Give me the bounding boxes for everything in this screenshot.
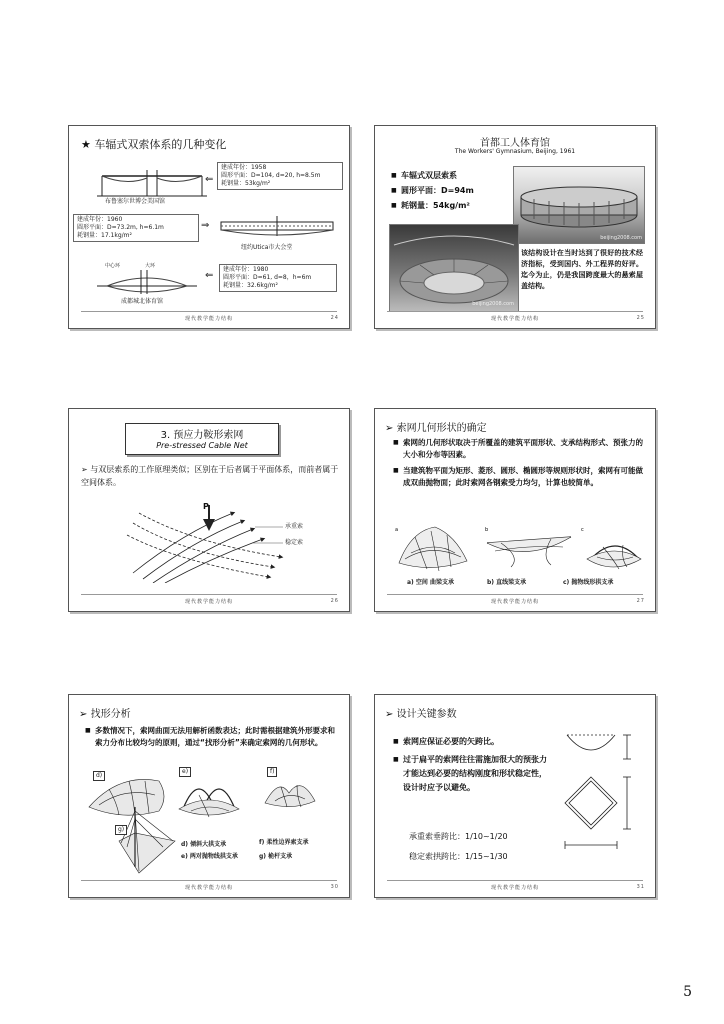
- caption-g: g) 桅杆支承: [259, 853, 293, 860]
- slide-footer: 现代教学能力结构 30: [184, 884, 339, 891]
- arrow-icon: ⇒: [201, 220, 210, 231]
- footer-divider: [387, 311, 643, 312]
- slide-title: ★ 车辐式双索体系的几种变化: [81, 138, 227, 151]
- arrow-bullet-icon: ➢: [385, 423, 394, 434]
- fig-tag-c: c: [581, 527, 584, 533]
- parameter-list: [393, 735, 551, 795]
- slide-page-number: 25: [636, 315, 645, 321]
- slide-30: [68, 694, 350, 898]
- utica-auditorium-diagram: [217, 214, 337, 244]
- list-item: ■ 过于扁平的索网往往需施加很大的预张力才能达到必要的结构刚度和形状稳定性，设计时应予以避免。: [393, 753, 551, 795]
- label-load-cable: 承重索: [285, 523, 304, 530]
- stadium-exterior-drawing: [514, 167, 644, 243]
- caption-c: 成都城北体育馆: [121, 298, 164, 305]
- slide-footer: 现代教学能力结构 26: [184, 598, 339, 605]
- figure-label-b: b) 直线梁支承: [487, 579, 527, 586]
- slide-subtitle: The Workers' Gymnasium, Beijing, 1961: [454, 148, 576, 155]
- list-item: ■ 圆形平面：D=94m: [391, 183, 474, 198]
- figure-label-c: c) 抛物线形拱支承: [563, 579, 614, 586]
- fig-tag-b: b: [485, 527, 489, 533]
- load-cable-ratio: 承重索垂跨比：1/10~1/20: [409, 832, 508, 841]
- list-item: ■ 当建筑物平面为矩形、菱形、圆形、椭圆形等规则形状时，索网有可能做成双曲抛物面；此时索网各钢索受力均匀，计算也较简单。: [393, 465, 643, 489]
- slide-footer: 现代教学能力结构 27: [490, 598, 645, 605]
- info-box-c: 建成年份：1980 圆形平面：D=61, d=8，h=6m 耗钢量：32.6kg/m²: [219, 264, 337, 292]
- footer-divider: [387, 880, 643, 881]
- list-item: ■ 车辐式双层索系: [391, 168, 474, 183]
- caption-e: e) 两对抛物线拱支承: [181, 853, 238, 860]
- slide-title: ➢ 找形分析: [79, 709, 131, 720]
- slide-footer: 现代教学能力结构 24: [184, 315, 339, 322]
- fig-tag-g: g): [115, 825, 127, 835]
- chengdu-gym-diagram: [97, 266, 197, 300]
- star-icon: ★: [81, 138, 91, 151]
- structure-description: 该结构设计在当时达到了很好的技术经济指标，受到国内、外工程界的好评。迄今为止，仍是我国跨度最大的悬索屋盖结构。: [521, 249, 643, 290]
- label-outer-ring: 大环: [145, 263, 156, 269]
- slide-page-number: 31: [636, 884, 645, 890]
- arrow-icon: ⇐: [205, 270, 214, 281]
- slide-footer: 现代教学能力结构 31: [490, 884, 645, 891]
- support-types-figure: [391, 523, 643, 577]
- title-box: [125, 423, 279, 455]
- gymnasium-exterior-photo: [513, 166, 645, 244]
- slide-page-number: 27: [636, 598, 645, 604]
- photo-watermark: beijing2008.com: [600, 235, 642, 241]
- figure-label-a: a) 空间 曲梁支承: [407, 579, 454, 586]
- label-stabilizing-cable: 稳定索: [285, 539, 304, 546]
- method-list: [85, 725, 337, 749]
- footer-divider: [387, 594, 643, 595]
- caption-d: d) 倾斜大拱支承: [181, 841, 227, 848]
- footer-divider: [81, 880, 337, 881]
- slide-31: [374, 694, 656, 898]
- document-page-number: 5: [683, 984, 692, 1000]
- list-item: ■ 索网的几何形状取决于所覆盖的建筑平面形状、支承结构形式、预张力的大小和分布等因素。: [393, 437, 643, 461]
- feature-list: [391, 168, 474, 213]
- label-center-ring: 中心环: [105, 263, 121, 269]
- slide-subtitle: Pre-stressed Cable Net: [156, 441, 248, 450]
- saddle-cable-net-diagram: [113, 503, 313, 583]
- arrow-bullet-icon: ➢: [81, 465, 88, 474]
- rule-list: [393, 437, 643, 489]
- slide-title: ➢ 设计关键参数: [385, 709, 457, 720]
- fig-tag-a: a: [395, 527, 399, 533]
- footer-divider: [81, 311, 337, 312]
- list-item: ■ 多数情况下，索网曲面无法用解析函数表达；此时需根据建筑外形要求和索力分布比较均匀的原则，通过“找形分析”来确定索网的几何形状。: [85, 725, 337, 749]
- intro-text: ➢ 与双层索系的工作原理类似；区别在于后者属于平面体系，而前者属于空间体系。: [81, 465, 339, 487]
- slide-title: 首都工人体育馆: [480, 138, 550, 149]
- info-box-a: 建成年份：1958 圆形平面：D=104, d=20, h=8.5m 耗钢量：53kg/m²: [217, 162, 343, 190]
- gymnasium-interior-photo: [389, 224, 519, 312]
- fig-tag-f: f): [267, 767, 277, 777]
- slide-page-number: 26: [330, 598, 339, 604]
- caption-b: 纽约Utica市大会堂: [241, 244, 293, 251]
- list-item: ■ 索网应保证必要的矢跨比。: [393, 735, 551, 749]
- stadium-interior-drawing: [390, 225, 518, 311]
- slide-25: [374, 125, 656, 329]
- load-label-p: P: [203, 502, 209, 511]
- footer-divider: [81, 594, 337, 595]
- fig-tag-e: e): [179, 767, 191, 777]
- arrow-bullet-icon: ➢: [385, 709, 394, 720]
- slide-footer: 现代教学能力结构 25: [490, 315, 645, 322]
- slide-page-number: 30: [330, 884, 339, 890]
- list-item: ■ 耗钢量：54kg/m²: [391, 198, 474, 213]
- caption-a: 布鲁塞尔世博会美国馆: [105, 198, 166, 205]
- slide-title: 3. 预应力鞍形索网: [160, 430, 244, 441]
- slide-title: ➢ 索网几何形状的确定: [385, 423, 487, 434]
- slide-page-number: 24: [330, 315, 339, 321]
- arrow-icon: ⇐: [205, 174, 214, 185]
- slide-26: [68, 408, 350, 612]
- fig-tag-d: d): [93, 771, 105, 781]
- slide-27: [374, 408, 656, 612]
- photo-watermark: beijing2008.com: [472, 301, 514, 307]
- stabilizing-cable-ratio: 稳定索拱跨比：1/15~1/30: [409, 852, 508, 861]
- arrow-bullet-icon: ➢: [79, 709, 88, 720]
- info-box-b: 建成年份：1960 圆形平面：D=73.2m, h=6.1m 耗钢量：17.1kg/m²: [73, 214, 199, 242]
- slide-24: [68, 125, 350, 329]
- caption-f: f) 柔性边界索支承: [259, 839, 309, 846]
- sag-ratio-diagram: [561, 725, 641, 865]
